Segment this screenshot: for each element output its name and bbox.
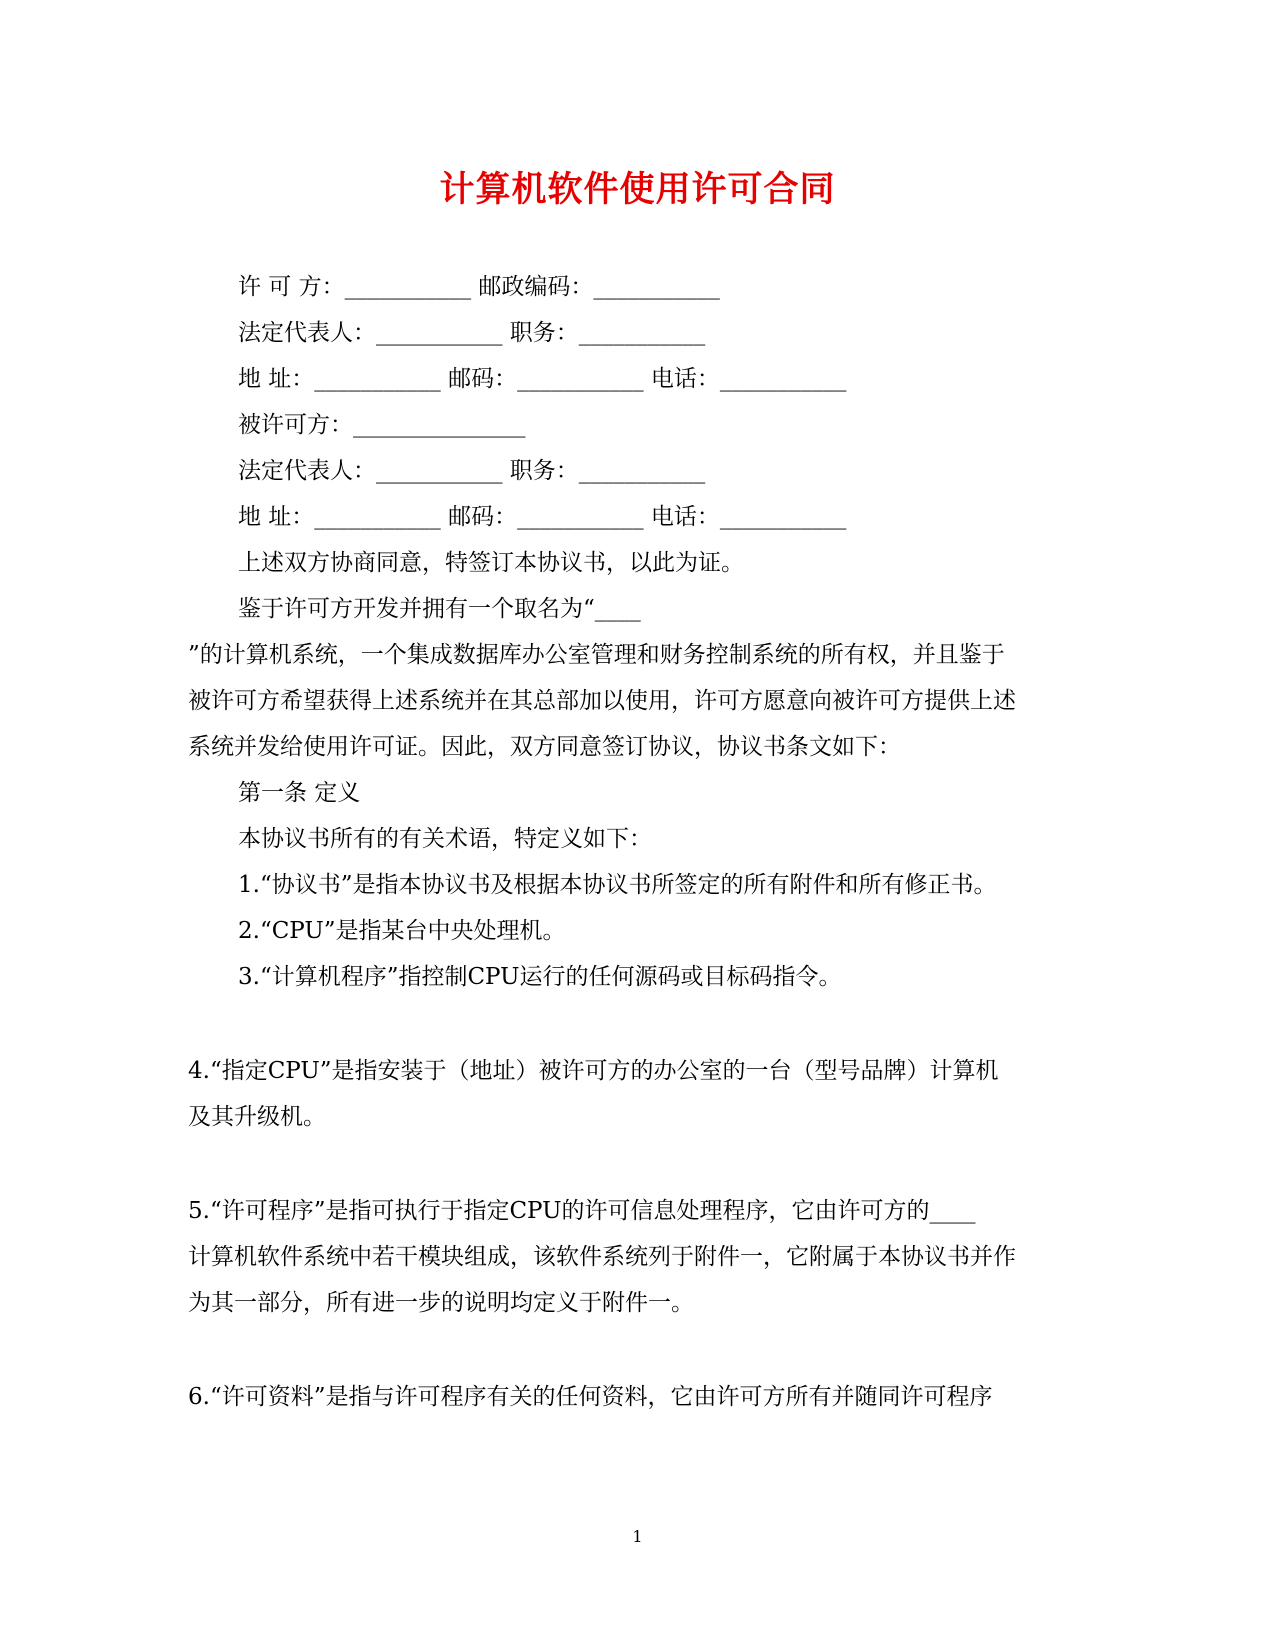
definition-item-continued: 计算机软件系统中若干模块组成，该软件系统列于附件一，它附属于本协议书并作 [188, 1244, 1016, 1270]
definition-item: 6.“许可资料”是指与许可程序有关的任何资料，它由许可方所有并随同许可程序 [188, 1384, 993, 1410]
definitions-intro: 本协议书所有的有关术语，特定义如下： [238, 826, 652, 852]
preamble-line: 被许可方希望获得上述系统并在其总部加以使用，许可方愿意向被许可方提供上述 [188, 688, 1016, 714]
agreement-line: 上述双方协商同意，特签订本协议书，以此为证。 [238, 550, 744, 576]
definition-item: 2.“CPU”是指某台中央处理机。 [238, 918, 566, 944]
party-line: 地 址：___________ 邮码：___________ 电话：___________ [238, 504, 847, 530]
definition-item: 4.“指定CPU”是指安装于（地址）被许可方的办公室的一台（型号品牌）计算机 [188, 1058, 999, 1084]
preamble-line: 鉴于许可方开发并拥有一个取名为“____ [238, 596, 641, 622]
preamble-line: ”的计算机系统，一个集成数据库办公室管理和财务控制系统的所有权，并且鉴于 [188, 642, 1005, 668]
party-line: 许 可 方：___________ 邮政编码：___________ [238, 274, 720, 300]
definition-item: 1.“协议书”是指本协议书及根据本协议书所签定的所有附件和所有修正书。 [238, 872, 997, 898]
party-line: 法定代表人：___________ 职务：___________ [238, 458, 706, 484]
preamble-line: 系统并发给使用许可证。因此，双方同意签订协议，协议书条文如下： [188, 734, 901, 760]
party-line: 地 址：___________ 邮码：___________ 电话：___________ [238, 366, 847, 392]
party-line: 法定代表人：___________ 职务：___________ [238, 320, 706, 346]
definition-item-continued: 及其升级机。 [188, 1104, 326, 1130]
document-title: 计算机软件使用许可合同 [439, 169, 836, 210]
definition-item-continued: 为其一部分，所有进一步的说明均定义于附件一。 [188, 1290, 694, 1316]
definition-item: 3.“计算机程序”指控制CPU运行的任何源码或目标码指令。 [238, 964, 842, 990]
party-line: 被许可方：_______________ [238, 412, 526, 438]
page-number: 1 [632, 1527, 643, 1546]
definition-item: 5.“许可程序”是指可执行于指定CPU的许可信息处理程序，它由许可方的____ [188, 1198, 976, 1224]
article-heading: 第一条 定义 [238, 780, 361, 806]
